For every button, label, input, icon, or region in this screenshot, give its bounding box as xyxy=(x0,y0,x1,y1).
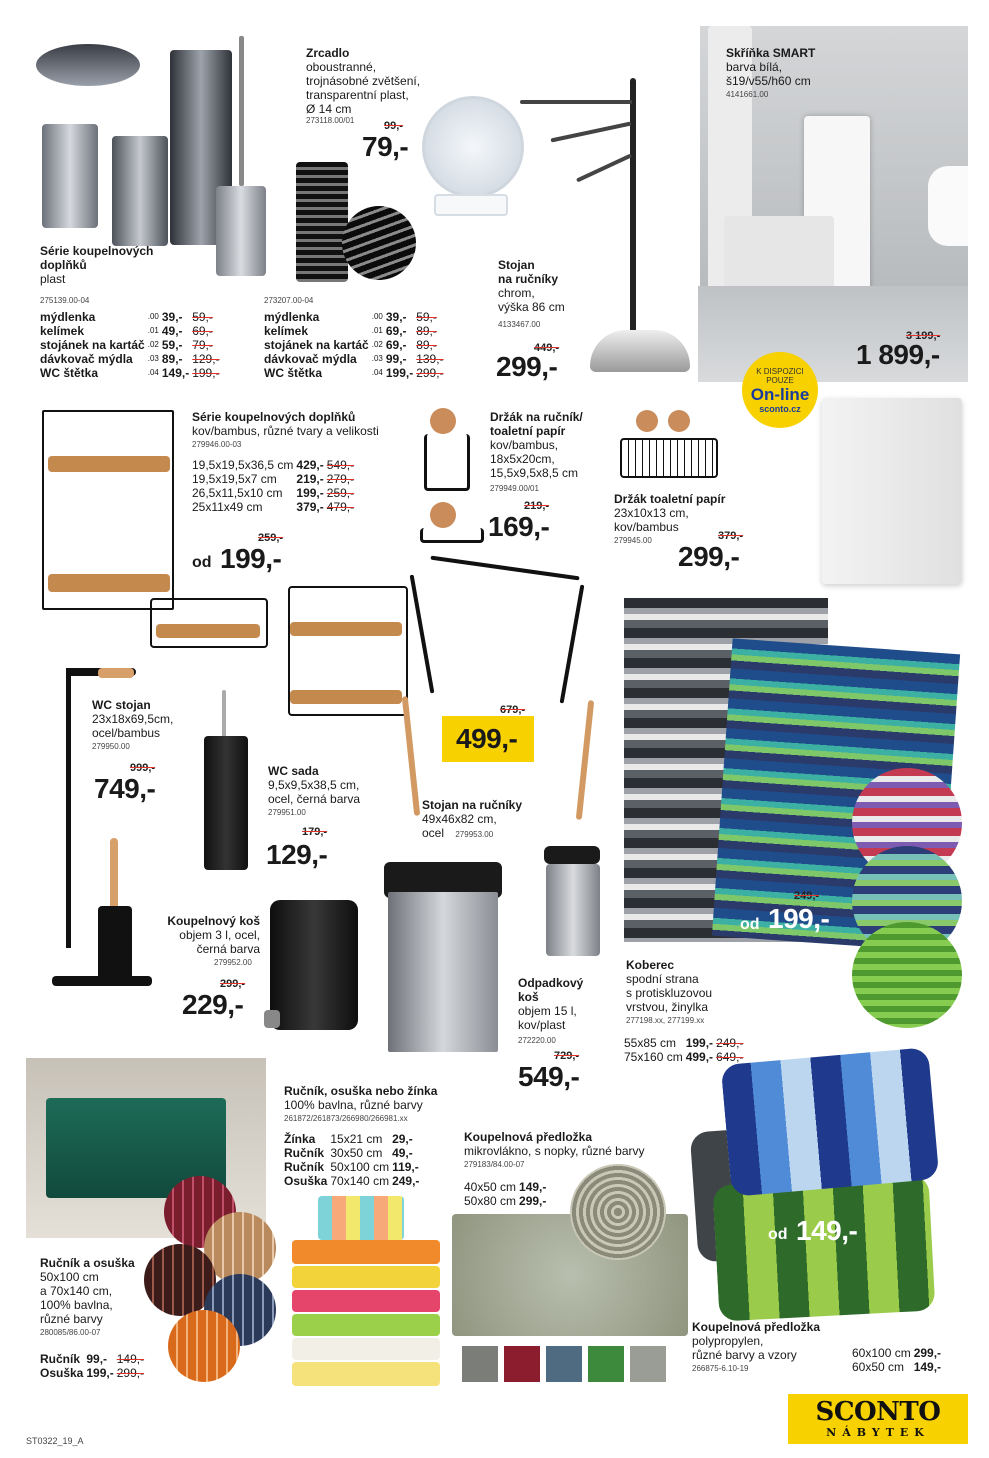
item-code: .02 xyxy=(371,340,383,349)
mat-micro-block xyxy=(464,1130,674,1158)
item-code: .00 xyxy=(147,312,159,321)
online-badge-line-1: K DISPOZICI xyxy=(756,366,804,376)
paper-holder-title: Držák toaletní papír xyxy=(614,492,726,506)
accessories-black-code: 273207.00-04 xyxy=(264,296,314,305)
logo-wordmark: SCONTO xyxy=(815,1397,941,1427)
mirror-desc-3: transparentní plast, xyxy=(306,88,409,102)
carpet-title: Koberec xyxy=(626,958,675,972)
item-price: 29,- xyxy=(392,1132,413,1146)
mirror-desc-4: Ø 14 cm xyxy=(306,102,352,116)
item-price: 119,- xyxy=(392,1160,419,1174)
item-old-price: 259,- xyxy=(326,486,355,500)
item-old-price: 299,- xyxy=(116,1366,145,1380)
towel-stand-chrome-block xyxy=(498,258,618,314)
price-row xyxy=(264,338,447,352)
mirror-desc-2: trojnásobné zvětšení, xyxy=(306,74,421,88)
online-only-badge xyxy=(742,352,818,428)
towel-stand-bamboo-code: 279953.00 xyxy=(455,830,494,839)
wc-set-desc-1: 9,5x9,5x38,5 cm, xyxy=(268,778,360,792)
item-price: 429,- xyxy=(296,458,324,472)
mat-pp-title: Koupelnová předložka xyxy=(692,1320,821,1334)
item-price: 99,- xyxy=(86,1352,108,1366)
bamboo-series-from: od xyxy=(192,554,212,571)
cabinet-desc-1: barva bílá, xyxy=(726,60,783,74)
carpet-old-price: 249,- xyxy=(794,890,820,902)
item-price: 219,- xyxy=(296,472,324,486)
wc-set-desc-2: ocel, černá barva xyxy=(268,792,361,806)
wc-set-price: 129,- xyxy=(266,839,328,870)
footer-code: ST0322_19_A xyxy=(26,1436,84,1446)
item-size: 15x21 cm xyxy=(330,1132,383,1146)
bin-small-desc-2: černá barva xyxy=(196,942,260,956)
bamboo-series-subtitle: kov/bambus, různé tvary a velikosti xyxy=(192,424,379,438)
price-row xyxy=(284,1146,422,1160)
bamboo-series-price: 199,- xyxy=(220,543,282,574)
bamboo-series-price-table xyxy=(192,458,357,514)
item-code: .02 xyxy=(147,340,159,349)
bamboo-series-code: 279946.00-03 xyxy=(192,440,242,449)
towel-stand-chrome-price: 299,- xyxy=(496,351,558,382)
item-size: 75x160 cm xyxy=(624,1050,683,1064)
wc-stand-price: 749,- xyxy=(94,773,156,804)
towel-holder-code: 279949.00/01 xyxy=(490,484,539,493)
carpet-block xyxy=(626,958,746,1014)
item-size: 70x140 cm xyxy=(330,1174,390,1188)
mirror-desc-1: oboustranné, xyxy=(306,60,377,74)
cabinet-old-price: 3 199,- xyxy=(906,330,941,342)
accessories-black-price-table xyxy=(264,310,447,380)
item-name: Ručník xyxy=(284,1146,325,1160)
accessories-metal-code: 275139.00-04 xyxy=(40,296,90,305)
paper-holder-price: 299,- xyxy=(678,541,740,572)
wc-stand-block xyxy=(92,698,222,740)
towel-set-block xyxy=(40,1256,160,1326)
item-old-price: 59,- xyxy=(416,310,437,324)
item-price: 59,- xyxy=(161,338,183,352)
towel-holder-title-2: toaletní papír xyxy=(490,424,566,438)
price-row xyxy=(40,366,223,380)
price-row xyxy=(284,1160,422,1174)
item-price: 249,- xyxy=(392,1174,420,1188)
carpet-desc-1: spodní strana xyxy=(626,972,699,986)
bin-small-desc-1: objem 3 l, ocel, xyxy=(179,928,260,942)
bin-small-price: 229,- xyxy=(182,989,244,1020)
carpet-desc-3: vrstvou, žinylka xyxy=(626,1000,709,1014)
price-row xyxy=(464,1180,549,1194)
towel-stand-bamboo-price: 499,- xyxy=(456,723,518,754)
price-row xyxy=(264,352,447,366)
accessories-metal-subtitle: plast xyxy=(40,272,66,286)
item-name: dávkovač mýdla xyxy=(40,352,133,366)
item-old-price: 199,- xyxy=(192,366,220,380)
towel-stand-chrome-title-2: na ručníky xyxy=(498,272,559,286)
wc-stand-desc-1: 23x18x69,5cm, xyxy=(92,712,174,726)
carpet-code: 277198.xx, 277199.xx xyxy=(626,1016,705,1025)
mirror-code: 273118.00/01 xyxy=(306,116,355,125)
price-row xyxy=(40,338,223,352)
towel-stand-chrome-desc-2: výška 86 cm xyxy=(498,300,565,314)
towel-set-desc-4: různé barvy xyxy=(40,1312,103,1326)
accessories-metal-title: Série koupelnových doplňků xyxy=(40,244,154,272)
item-size: 50x80 cm xyxy=(464,1194,517,1208)
bamboo-series-old-price: 259,- xyxy=(258,532,284,544)
bin-small-title: Koupelnový koš xyxy=(167,914,260,928)
item-price: 199,- xyxy=(685,1036,714,1050)
price-row xyxy=(264,324,447,338)
bin-large-desc-1: objem 15 l, xyxy=(518,1004,577,1018)
wc-set-block xyxy=(268,764,398,806)
item-size: 60x50 cm xyxy=(852,1360,905,1374)
item-old-price: 129,- xyxy=(192,352,220,366)
towel-stand-bamboo-block xyxy=(422,798,562,840)
mat-micro-subtitle: mikrovlákno, s nopky, různé barvy xyxy=(464,1144,645,1158)
mat-pp-desc-2: různé barvy a vzory xyxy=(692,1348,797,1362)
towel-holder-desc-2: 18x5x20cm, xyxy=(490,452,555,466)
item-price: 69,- xyxy=(385,338,407,352)
item-name: Žínka xyxy=(284,1132,316,1146)
item-name: Ručník xyxy=(284,1160,325,1174)
towel-stand-chrome-title-1: Stojan xyxy=(498,258,535,272)
item-size: 19,5x19,5x36,5 cm xyxy=(192,458,294,472)
item-price: 299,- xyxy=(519,1194,547,1208)
towel-stand-chrome-desc-1: chrom, xyxy=(498,286,535,300)
bin-small-code: 279952.00 xyxy=(214,958,252,967)
logo-tagline: NÁBYTEK xyxy=(826,1426,930,1439)
wc-stand-desc-2: ocel/bambus xyxy=(92,726,161,740)
bin-small-block xyxy=(150,914,260,956)
item-old-price: 149,- xyxy=(116,1352,145,1366)
paper-holder-old-price: 379,- xyxy=(718,530,744,542)
item-name: stojánek na kartáč xyxy=(40,338,145,352)
price-row xyxy=(464,1194,549,1208)
bin-small-old-price: 299,- xyxy=(220,978,246,990)
paper-holder-block xyxy=(614,492,764,534)
carpet-from: od xyxy=(740,916,760,933)
price-row xyxy=(40,1366,147,1380)
item-price: 199,- xyxy=(86,1366,114,1380)
wc-set-old-price: 179,- xyxy=(302,826,328,838)
towels-block xyxy=(284,1084,474,1112)
item-name: WC štětka xyxy=(264,366,323,380)
item-name: mýdlenka xyxy=(40,310,96,324)
towel-holder-block xyxy=(490,410,610,480)
price-row xyxy=(284,1132,422,1146)
item-price: 149,- xyxy=(913,1360,942,1374)
sconto-logo xyxy=(788,1394,968,1444)
towel-stand-bamboo-desc-1: 49x46x82 cm, xyxy=(422,812,497,826)
item-price: 39,- xyxy=(385,310,407,324)
item-old-price: 249,- xyxy=(716,1036,744,1050)
item-code: .01 xyxy=(371,326,383,335)
item-name: Osuška xyxy=(40,1366,84,1380)
bamboo-series-title: Série koupelnových doplňků xyxy=(192,410,356,424)
price-row xyxy=(192,458,357,472)
towel-stand-bamboo-material: ocel xyxy=(422,826,445,840)
cabinet-title: Skříňka SMART xyxy=(726,46,816,60)
item-size: 30x50 cm xyxy=(330,1146,383,1160)
item-old-price: 69,- xyxy=(192,324,213,338)
price-row xyxy=(40,324,223,338)
towel-stand-bamboo-title: Stojan na ručníky xyxy=(422,798,523,812)
price-row xyxy=(852,1360,944,1374)
cabinet-code: 4141661.00 xyxy=(726,90,769,99)
item-price: 199,- xyxy=(385,366,414,380)
price-row xyxy=(192,472,357,486)
price-row xyxy=(40,1352,147,1366)
item-code: .03 xyxy=(147,354,159,363)
mat-pp-from: od xyxy=(768,1226,788,1243)
towel-set-desc-1: 50x100 cm xyxy=(40,1270,99,1284)
towel-stand-bamboo-old-price: 679,- xyxy=(500,704,526,716)
item-size: 40x50 cm xyxy=(464,1180,517,1194)
towel-holder-title-1: Držák na ručník/ xyxy=(490,410,583,424)
towel-holder-desc-1: kov/bambus, xyxy=(490,438,559,452)
towel-set-desc-2: a 70x140 cm, xyxy=(40,1284,113,1298)
price-row xyxy=(852,1346,944,1360)
price-row xyxy=(264,366,447,380)
item-code: .04 xyxy=(371,368,383,377)
online-badge-url: sconto.cz xyxy=(759,403,801,414)
towel-stand-chrome-old-price: 449,- xyxy=(534,342,560,354)
item-name: Osuška xyxy=(284,1174,328,1188)
item-price: 39,- xyxy=(161,310,183,324)
item-old-price: 59,- xyxy=(192,310,213,324)
item-price: 49,- xyxy=(392,1146,413,1160)
towel-set-title: Ručník a osuška xyxy=(40,1256,135,1270)
online-badge-title: On-line xyxy=(750,384,810,404)
item-old-price: 89,- xyxy=(416,324,437,338)
item-price: 499,- xyxy=(685,1050,714,1064)
accessories-metal-price-table xyxy=(40,310,223,380)
wc-stand-title: WC stojan xyxy=(92,698,151,712)
bin-large-desc-2: kov/plast xyxy=(518,1018,566,1032)
item-size: 25x11x49 cm xyxy=(192,500,263,514)
wc-stand-old-price: 999,- xyxy=(130,762,156,774)
item-old-price: 549,- xyxy=(326,458,355,472)
item-name: Ručník xyxy=(40,1352,81,1366)
item-name: mýdlenka xyxy=(264,310,320,324)
carpet-price-table xyxy=(624,1036,746,1064)
towel-set-desc-3: 100% bavlna, xyxy=(40,1298,113,1312)
mirror-title: Zrcadlo xyxy=(306,46,350,60)
item-name: stojánek na kartáč xyxy=(264,338,369,352)
bin-large-title-1: Odpadkový xyxy=(518,976,584,990)
item-code: .03 xyxy=(371,354,383,363)
item-code: .00 xyxy=(371,312,383,321)
price-row xyxy=(264,310,447,324)
cabinet-desc-2: š19/v55/h60 cm xyxy=(726,74,811,88)
item-price: 49,- xyxy=(161,324,183,338)
item-size: 55x85 cm xyxy=(624,1036,677,1050)
item-name: dávkovač mýdla xyxy=(264,352,357,366)
carpet-price: 199,- xyxy=(768,903,830,934)
item-old-price: 139,- xyxy=(416,352,444,366)
item-name: WC štětka xyxy=(40,366,99,380)
item-price: 89,- xyxy=(161,352,183,366)
item-price: 149,- xyxy=(161,366,190,380)
item-size: 19,5x19,5x7 cm xyxy=(192,472,277,486)
bamboo-series-block xyxy=(192,410,422,438)
item-old-price: 279,- xyxy=(326,472,355,486)
price-row xyxy=(284,1174,422,1188)
bin-large-code: 272220.00 xyxy=(518,1036,556,1045)
item-name: kelímek xyxy=(40,324,85,338)
price-row xyxy=(40,352,223,366)
paper-holder-code: 279945.00 xyxy=(614,536,652,545)
item-size: 50x100 cm xyxy=(330,1160,390,1174)
item-code: .04 xyxy=(147,368,159,377)
mat-pp-block xyxy=(692,1320,842,1362)
paper-holder-desc-2: kov/bambus xyxy=(614,520,679,534)
towel-holder-price: 169,- xyxy=(488,511,550,542)
mirror-price: 79,- xyxy=(362,131,409,162)
price-row xyxy=(192,500,357,514)
item-price: 69,- xyxy=(385,324,407,338)
price-row xyxy=(624,1050,746,1064)
item-code: .01 xyxy=(147,326,159,335)
towels-subtitle: 100% bavlna, různé barvy xyxy=(284,1098,423,1112)
wc-set-code: 279951.00 xyxy=(268,808,306,817)
towel-stand-chrome-code: 4133467.00 xyxy=(498,320,541,329)
item-price: 99,- xyxy=(385,352,407,366)
item-old-price: 89,- xyxy=(416,338,437,352)
mat-micro-title: Koupelnová předložka xyxy=(464,1130,593,1144)
towels-code: 261872/261873/266980/266981.xx xyxy=(284,1114,408,1123)
cabinet-price: 1 899,- xyxy=(856,339,940,370)
mat-pp-code: 266875-6.10-19 xyxy=(692,1364,749,1373)
cabinet-product-photo xyxy=(822,398,962,584)
bin-large-block xyxy=(518,976,618,1032)
paper-holder-desc-1: 23x10x13 cm, xyxy=(614,506,689,520)
towel-holder-desc-3: 15,5x9,5x8,5 cm xyxy=(490,466,579,480)
item-old-price: 649,- xyxy=(716,1050,744,1064)
cabinet-block xyxy=(726,46,866,88)
item-price: 299,- xyxy=(913,1346,942,1360)
item-old-price: 479,- xyxy=(326,500,355,514)
mat-pp-price: 149,- xyxy=(796,1215,858,1246)
price-row xyxy=(40,310,223,324)
online-badge-line-2: POUZE xyxy=(766,375,794,385)
item-price: 199,- xyxy=(296,486,324,500)
mat-pp-desc-1: polypropylen, xyxy=(692,1334,764,1348)
mirror-old-price: 99,- xyxy=(384,120,403,132)
price-row xyxy=(624,1036,746,1050)
bin-large-old-price: 729,- xyxy=(554,1050,580,1062)
item-old-price: 299,- xyxy=(416,366,444,380)
mat-micro-price-table xyxy=(464,1180,549,1208)
item-size: 60x100 cm xyxy=(852,1346,911,1360)
wc-set-title: WC sada xyxy=(268,764,319,778)
bin-large-title-2: koš xyxy=(518,990,539,1004)
towel-holder-old-price: 219,- xyxy=(524,500,550,512)
price-row xyxy=(192,486,357,500)
mat-micro-code: 279183/84.00-07 xyxy=(464,1160,525,1169)
accessories-metal-block xyxy=(40,244,200,286)
towel-set-code: 280085/86.00-07 xyxy=(40,1328,101,1337)
item-size: 26,5x11,5x10 cm xyxy=(192,486,283,500)
item-price: 379,- xyxy=(296,500,324,514)
bin-large-price: 549,- xyxy=(518,1061,580,1092)
item-price: 149,- xyxy=(519,1180,547,1194)
item-name: kelímek xyxy=(264,324,309,338)
wc-stand-code: 279950.00 xyxy=(92,742,130,751)
towels-title: Ručník, osuška nebo žínka xyxy=(284,1084,438,1098)
mirror-block xyxy=(306,46,446,116)
towel-set-price-table xyxy=(40,1352,147,1380)
carpet-desc-2: s protiskluzovou xyxy=(626,986,713,1000)
mat-pp-price-table xyxy=(852,1346,944,1374)
item-old-price: 79,- xyxy=(192,338,213,352)
towels-price-table xyxy=(284,1132,422,1188)
